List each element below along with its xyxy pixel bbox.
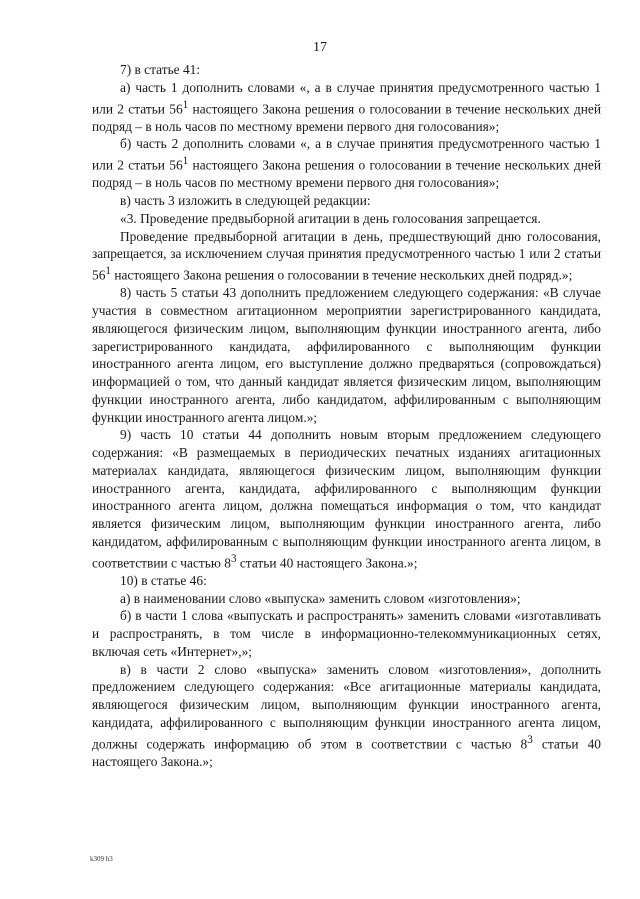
paragraph-7: 7) в статье 41:	[120, 62, 201, 77]
paragraph-7b: б) часть 2 дополнить словами «, а в случае принятия предусмотренного частью 1 или 2 статьи $56^1$ настоящего Закона решения о голосовании в течение нескольких дней подряд – в ноль часов по местному времени первого дня голосования»;	[92, 136, 601, 191]
paragraph-10b: б) в части 1 слова «выпускать и распространять» заменить словами «изготавливать и распространять, в том числе в информационно-телекоммуникационных сетях, включая сеть «Интернет»,»;	[92, 608, 601, 659]
paragraph-9: 9) часть 10 статьи 44 дополнить новым вторым предложением следующего содержания: «В размещаемых в периодических печатных изданиях агитационных материалах кандидата, являющегося физическим лицом, выполняющим функции иностранного агента, кандидата, аффилированного с выполняющим функции иностранного агента лицом, должна помещаться информация о том, что кандидат является физическим лицом, выполняющим функции иностранного агента, либо кандидатом, аффилированным с выполняющим функции иностранного агента лицом, в соответствии с частью $8^3$ статьи 40 настоящего Закона.»;	[92, 427, 601, 571]
page-number: 17	[313, 40, 327, 55]
paragraph-agitation: Проведение предвыборной агитации в день, предшествующий дню голосования, запрещается, за исключением случая принятия предусмотренного частью 1 или 2 статьи $56^1$ настоящего Закона решения о голосовании в течение нескольких дней подряд.»;	[92, 228, 601, 283]
paragraph-8: 8) часть 5 статьи 43 дополнить предложением следующего содержания: «В случае участия в совместном агитационном мероприятии зарегистрированного кандидата, являющегося физическим лицом, выполняющим функции иностранного агента, либо зарегистрированного кандидата, аффилированного с выполняющим функции иностранного агента лицом, его выступление должно предваряться (сопровождаться) информацией о том, что данный кандидат является физическим лицом, выполняющим функции иностранного агента, либо кандидатом, аффилированным с выполняющим функции иностранного агента лицом.»;	[92, 285, 601, 425]
paragraph-quote-3: «3. Проведение предвыборной агитации в день голосования запрещается.	[120, 210, 541, 226]
paragraph-10: 10) в статье 46:	[120, 572, 207, 588]
paragraph-10a: а) в наименовании слово «выпуска» заменить словом «изготовления»;	[120, 590, 521, 606]
paragraph-10c: в) в части 2 слово «выпуска» заменить словом «изготовления», дополнить предложением следующего содержания: «Все агитационные материалы кандидата, являющегося физическим лицом, выполняющим функции иностранного агента, кандидата, аффилированного с выполняющим функции иностранного агента лицом, должны содержать информацию об этом в соответствии с частью $8^3$ статьи 40 настоящего Закона.»;	[92, 661, 601, 769]
paragraph-7c: в) часть 3 изложить в следующей редакции:	[120, 193, 371, 209]
paragraph-7a: а) часть 1 дополнить словами «, а в случае принятия предусмотренного частью 1 или 2 статьи $56^1$ настоящего Закона решения о голосовании в течение нескольких дней подряд – в ноль часов по местному времени первого дня голосования»;	[92, 79, 601, 134]
document-body	[92, 61, 601, 771]
footer-code: k309 h3	[90, 855, 113, 863]
